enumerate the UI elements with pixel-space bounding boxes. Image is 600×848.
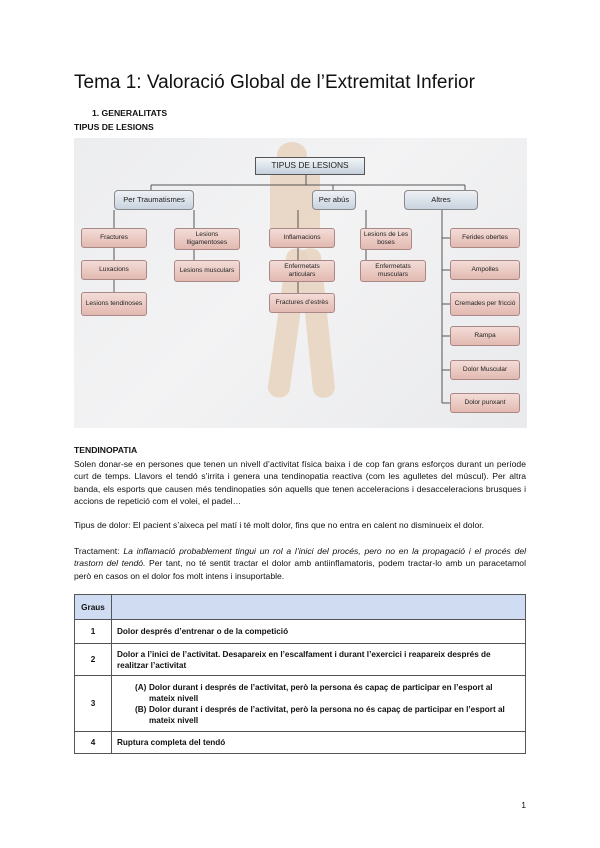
- diagram-connectors: [74, 138, 527, 428]
- node-lesions-boses: Lesions de Les boses: [360, 228, 412, 250]
- lesion-types-diagram: [74, 138, 527, 428]
- node-enfermetats-musculars: Enfermetats musculars: [360, 260, 426, 282]
- table-row: [75, 732, 526, 754]
- grade-description: Ruptura completa del tendó: [112, 732, 526, 754]
- node-luxacions: Luxacions: [81, 260, 147, 280]
- node-inflamacions: Inflamacions: [269, 228, 335, 248]
- node-lesions-musculars: Lesions musculars: [174, 260, 240, 282]
- table-header-cell: [112, 595, 526, 620]
- tractament-paragraph: Tractament: La inflamació probablement tingui un rol a l’inici del procés, pero no en la propagació i el procés del trastorn del tendó. Per tant, no té sentit tractar el dolor amb antiinflamatoris, podem tractar-lo amb un paracetamol però en casos on el dolor fos molt intens i insuportable.: [74, 546, 527, 581]
- node-fractures-estres: Fractures d’estrès: [269, 293, 335, 313]
- category-altres: Altres: [404, 190, 478, 210]
- grade-cell: 1: [75, 620, 112, 644]
- diagram-root-node: TIPUS DE LESIONS: [255, 157, 365, 175]
- node-dolor-punxant: Dolor punxant: [450, 393, 520, 413]
- node-fractures: Fractures: [81, 228, 147, 248]
- table-row: [75, 644, 526, 676]
- table-header-row: [75, 595, 526, 620]
- tendinopatia-paragraph: Solen donar-se en persones que tenen un nivell d’activitat física baixa i de cop fan grans esforços durant un període curt de temps. Llavors el tendó s’irrita i genera una tendinopatia reactiva (com les agulletes del múscul). Per altra banda, els esports que causen més tendinopaties són aquells que tenen acceleracions i desacceleracions brusques i accions de repetició com el volei, el padel…: [74, 459, 526, 507]
- node-cremades-friccio: Cremades per fricció: [450, 292, 520, 316]
- category-abus: Per abús: [312, 190, 356, 210]
- grade-description: Dolor a l’inici de l’activitat. Desapareix en l’escalfament i durant l’exercici i reapareix després de realitzar l’activitat: [112, 644, 526, 676]
- table-row: [75, 620, 526, 644]
- node-dolor-muscular: Dolor Muscular: [450, 360, 520, 380]
- grade-cell: 4: [75, 732, 112, 754]
- node-lesions-tendinoses: Lesions tendinoses: [81, 292, 147, 316]
- grade-cell: 3: [75, 676, 112, 732]
- node-rampa: Rampa: [450, 326, 520, 346]
- grade-option: (A) Dolor durant i després de l’activitat, però la persona és capaç de participar en l’esport al mateix nivell: [135, 682, 493, 703]
- grade-option: (B) Dolor durant i després de l’activitat, però la persona no és capaç de participar en l’esport al mateix nivell: [135, 704, 505, 725]
- tendinopatia-heading: TENDINOPATIA: [74, 445, 138, 455]
- category-traumatismes: Per Traumatismes: [114, 190, 194, 210]
- table-header-cell: Graus: [75, 595, 112, 620]
- grade-description: Dolor després d’entrenar o de la competició: [112, 620, 526, 644]
- node-ampolles: Ampolles: [450, 260, 520, 280]
- page-title: Tema 1: Valoració Global de l’Extremitat Inferior: [74, 72, 475, 93]
- subheading-tipus-lesions: TIPUS DE LESIONS: [74, 122, 154, 132]
- graus-table: [74, 594, 526, 754]
- node-enfermetats-articulars: Enfermetats articulars: [269, 260, 335, 282]
- node-lesions-lligamentoses: Lesions lligamentoses: [174, 228, 240, 250]
- grade-description: [112, 676, 526, 732]
- section-heading: 1. GENERALITATS: [92, 108, 168, 118]
- table-row: [75, 676, 526, 732]
- page-number: 1: [521, 800, 526, 810]
- grade-cell: 2: [75, 644, 112, 676]
- tipus-dolor-paragraph: Tipus de dolor: El pacient s’aixeca pel matí i té molt dolor, fins que no entra en calent no disminueix el dolor.: [74, 520, 485, 530]
- node-ferides-obertes: Ferides obertes: [450, 228, 520, 248]
